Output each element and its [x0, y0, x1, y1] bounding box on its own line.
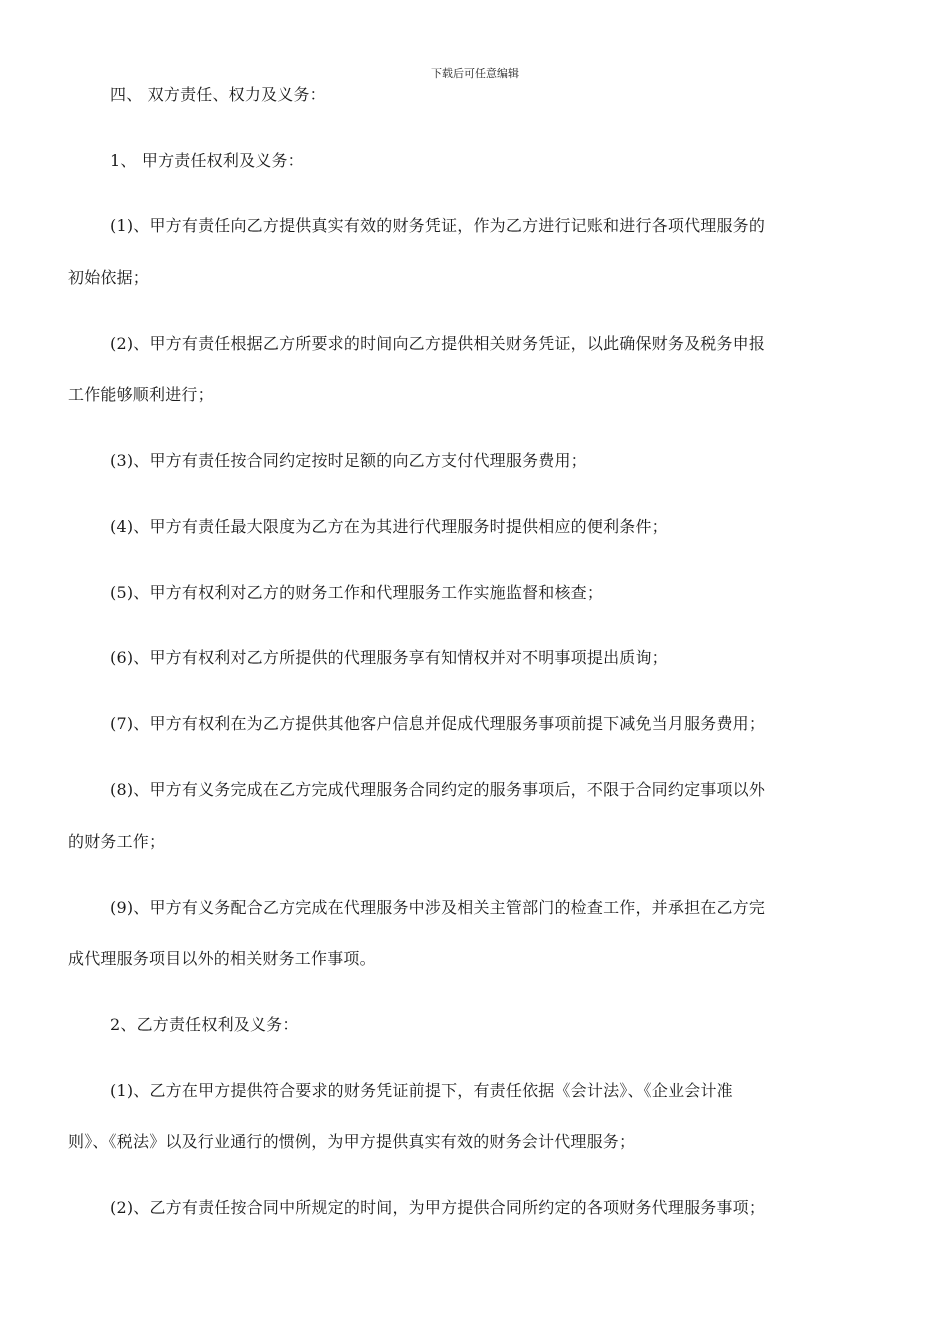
party-a-item-1-cont: 初始依据；: [68, 268, 150, 287]
party-a-item-7: (7)、甲方有权利在为乙方提供其他客户信息并促成代理服务事项前提下减免当月服务费用；: [110, 714, 766, 733]
party-a-item-2: (2)、甲方有责任根据乙方所要求的时间向乙方提供相关财务凭证，以此确保财务及税务申报: [110, 334, 766, 353]
party-b-item-2: (2)、乙方有责任按合同中所规定的时间，为甲方提供合同所约定的各项财务代理服务事项；: [110, 1198, 766, 1217]
party-a-item-6: (6)、甲方有权利对乙方所提供的代理服务享有知情权并对不明事项提出质询；: [110, 648, 668, 667]
party-a-item-4: (4)、甲方有责任最大限度为乙方在为其进行代理服务时提供相应的便利条件；: [110, 517, 668, 536]
section-heading: 四、 双方责任、权力及义务：: [110, 85, 326, 104]
party-a-item-8: (8)、甲方有义务完成在乙方完成代理服务合同约定的服务事项后，不限于合同约定事项以外: [110, 780, 766, 799]
party-b-heading: 2、乙方责任权利及义务：: [110, 1015, 299, 1034]
party-a-item-2-cont: 工作能够顺利进行；: [68, 385, 214, 404]
party-b-item-1-cont: 则》、《税法》以及行业通行的惯例，为甲方提供真实有效的财务会计代理服务；: [68, 1132, 636, 1151]
party-a-item-8-cont: 的财务工作；: [68, 832, 166, 851]
party-a-item-1: (1)、甲方有责任向乙方提供真实有效的财务凭证，作为乙方进行记账和进行各项代理服务的: [110, 216, 766, 235]
party-a-item-3: (3)、甲方有责任按合同约定按时足额的向乙方支付代理服务费用；: [110, 451, 587, 470]
party-a-item-9: (9)、甲方有义务配合乙方完成在代理服务中涉及相关主管部门的检查工作，并承担在乙方完: [110, 898, 766, 917]
party-a-item-5: (5)、甲方有权利对乙方的财务工作和代理服务工作实施监督和核查；: [110, 583, 604, 602]
party-a-heading: 1、 甲方责任权利及义务：: [110, 151, 304, 170]
party-b-item-1: (1)、乙方在甲方提供符合要求的财务凭证前提下，有责任依据《会计法》、《企业会计准: [110, 1081, 733, 1100]
party-a-item-9-cont: 成代理服务项目以外的相关财务工作事项。: [68, 949, 376, 968]
header-note: 下载后可任意编辑: [431, 67, 519, 80]
